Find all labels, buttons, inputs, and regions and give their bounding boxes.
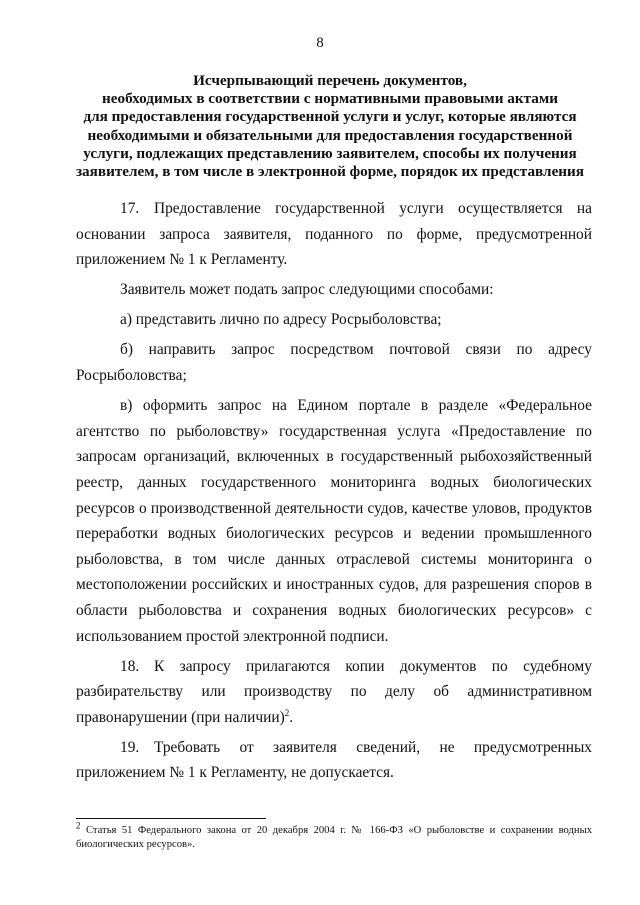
heading-line: заявителем, в том числе в электронной форме, порядок их представления — [75, 163, 585, 181]
paragraph-submission-ways: Заявитель может подать запрос следующими способами: — [120, 281, 494, 299]
heading-line: необходимыми и обязательными для предоставления государственной — [87, 126, 573, 144]
footnote-reference: 2 — [284, 707, 290, 718]
paragraph-text: К запросу прилагаются копии документов по судебному разбирательству или производству по делу об административном правонарушении (при наличии) — [76, 657, 592, 726]
paragraph-option-b: б) направить запрос посредством почтовой связи по адресу Росрыболовства; — [76, 341, 592, 385]
paragraph-number: 19. — [120, 738, 140, 756]
footnote — [76, 820, 592, 852]
paragraph-19 — [76, 735, 592, 786]
paragraph-18 — [76, 654, 592, 731]
paragraph-17 — [76, 196, 592, 273]
document-body — [76, 196, 592, 791]
paragraph-text: Предоставление государственной услуги осуществляется на основании запроса заявителя, поданного по форме, предусмотренной приложением № 1 к Регламенту. — [76, 200, 592, 269]
page-number: 8 — [316, 35, 324, 51]
paragraph-option-v: в) оформить запрос на Едином портале в разделе «Федеральное агентство по рыболовству» государственная услуга «Предоставление по запросам организаций, включенных в государственный рыбохозяйственный реестр, данных государственного мониторинга водных биологических ресурсов о производственной деятельности судов, качестве уловов, продуктов переработки водных биологических ресурсов и ведении промышленного рыболовства, в том числе данных отраслевой системы мониторинга о местоположении российских и иностранных судов, для разрешения споров в области рыболовства и сохранения водных биологических ресурсов» с использованием простой электронной подписи. — [76, 397, 592, 645]
section-heading — [70, 72, 590, 181]
footnote-divider — [76, 818, 266, 819]
heading-line: для предоставления государственной услуги и услуг, которые являются — [83, 108, 577, 126]
paragraph-option-a: а) представить лично по адресу Росрыболовства; — [120, 311, 442, 329]
paragraph-text: Требовать от заявителя сведений, не предусмотренных приложением № 1 к Регламенту, не допускается. — [76, 738, 592, 782]
heading-line: необходимых в соответствии с нормативными правовыми актами — [102, 90, 558, 108]
paragraph-number: 17. — [120, 200, 140, 217]
footnote-marker: 2 — [76, 820, 81, 831]
footnote-text: Статья 51 Федерального закона от 20 декабря 2004 г. № 166-ФЗ «О рыболовстве и сохранении водных биологических ресурсов». — [76, 825, 592, 850]
heading-line: Исчерпывающий перечень документов, — [193, 72, 467, 89]
heading-line: услуги, подлежащих представлению заявителем, способы их получения — [83, 144, 577, 162]
paragraph-end-punctuation: . — [289, 708, 294, 726]
paragraph-number: 18. — [120, 657, 140, 675]
